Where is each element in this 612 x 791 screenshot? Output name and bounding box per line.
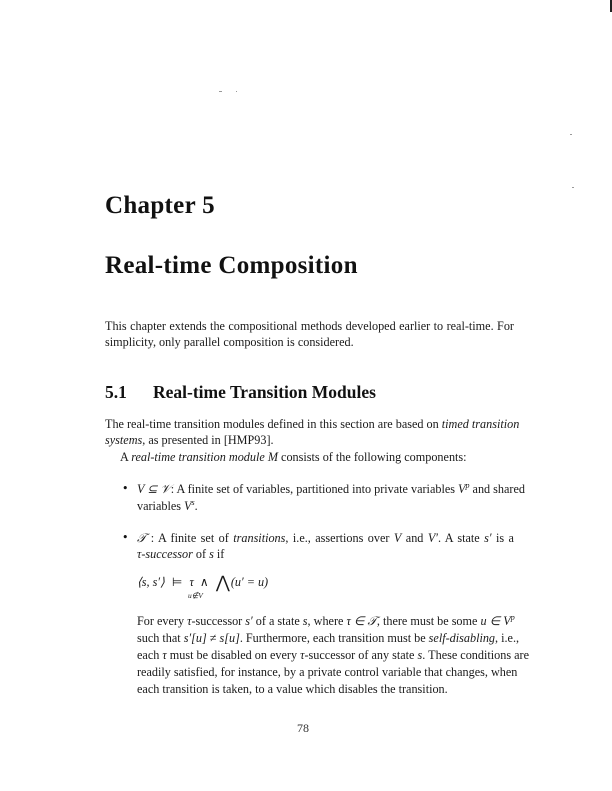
component-2-line-1 — [137, 530, 514, 546]
text: . A state — [437, 531, 485, 545]
math-symbol: s′ — [245, 614, 253, 628]
term-real-time-transition-module: real-time transition module M — [131, 450, 278, 464]
text: variables — [137, 499, 185, 513]
bullet-marker: • — [122, 482, 129, 495]
math-symbol: s′ — [484, 531, 492, 545]
display-formula — [137, 574, 268, 590]
section-para-line-2 — [105, 432, 274, 448]
page-number: 78 — [297, 721, 309, 735]
explanation-line-1 — [137, 613, 514, 629]
math-symbol: V — [393, 531, 402, 545]
math-symbol: 𝒯 — [137, 531, 147, 545]
text: such that — [137, 631, 184, 645]
text: of a state — [252, 614, 303, 628]
math-expression: u ∈ V — [480, 614, 511, 628]
text: The real-time transition modules defined in this section are based on — [105, 417, 442, 431]
section-title: Real-time Transition Modules — [153, 382, 376, 402]
math-symbol: V — [184, 499, 192, 513]
math-superscript: p — [510, 612, 515, 622]
text: : A finite set of — [146, 531, 234, 545]
text: -successor — [191, 614, 246, 628]
scan-speck — [219, 91, 222, 92]
text: , where — [307, 614, 347, 628]
math-superscript: p — [465, 480, 470, 490]
text: each — [137, 648, 163, 662]
intro-line-2: simplicity, only parallel composition is considered. — [105, 335, 354, 349]
text: , i.e., assertions over — [285, 531, 394, 545]
math-symbol: s — [209, 547, 214, 561]
term-tau-successor: τ-successor — [137, 547, 193, 561]
scan-speck — [236, 91, 237, 92]
text: , as presented in [HMP93]. — [142, 433, 274, 447]
math-symbol: V — [458, 482, 466, 496]
text: -successor of any state — [304, 648, 418, 662]
math-symbol: V′ — [427, 531, 438, 545]
scan-speck — [570, 134, 572, 135]
component-2-line-2 — [137, 546, 224, 562]
math-expression: s′[u] ≠ s[u] — [183, 631, 240, 645]
explanation-line-4: readily satisfied, for instance, by a private control variable that changes, when — [137, 665, 518, 679]
chapter-title: Real-time Composition — [105, 252, 358, 279]
math-symbol: s — [302, 614, 308, 628]
text: must be disabled on every — [166, 648, 301, 662]
math-symbol: s — [417, 648, 423, 662]
formula-lhs: ⟨s, s′⟩ — [137, 575, 165, 589]
explanation-line-3 — [137, 647, 530, 663]
explanation-line-2 — [137, 630, 520, 646]
math-symbol: τ — [300, 648, 305, 662]
math-symbol: τ — [162, 648, 167, 662]
formula-body: (u′ = u) — [230, 575, 269, 589]
component-1-line-2 — [137, 498, 198, 514]
explanation-line-5: each transition is taken, to a value which disables the transition. — [137, 682, 448, 696]
math-expression: τ ∈ 𝒯 — [346, 614, 377, 628]
bullet-marker: • — [122, 531, 129, 544]
text: is a — [491, 531, 514, 545]
and-symbol: ∧ — [199, 575, 209, 589]
big-wedge-symbol: ⋀ — [215, 573, 230, 592]
term-timed-transition: timed transition — [441, 417, 520, 431]
section-para-2 — [120, 449, 467, 465]
text: , i.e., — [495, 631, 520, 645]
section-para-line-1 — [105, 416, 520, 432]
math-symbol: V ⊆ 𝒱 — [137, 482, 171, 496]
math-superscript: s — [191, 497, 195, 507]
text: . These conditions are — [422, 648, 530, 662]
chapter-label: Chapter 5 — [105, 192, 215, 219]
text: For every — [137, 614, 188, 628]
text: of — [192, 547, 210, 561]
section-heading — [105, 381, 376, 403]
text: if — [213, 547, 225, 561]
formula-subscript: u∉V — [188, 591, 203, 600]
text: , there must be some — [376, 614, 481, 628]
math-symbol: τ — [187, 614, 192, 628]
term-systems: systems — [105, 433, 143, 447]
text: A — [120, 450, 132, 464]
formula-tau: τ — [189, 575, 194, 589]
term-transitions: transitions — [233, 531, 286, 545]
component-1-line-1 — [137, 480, 525, 497]
text: consists of the following components: — [278, 450, 467, 464]
text: and shared — [469, 482, 525, 496]
scan-speck — [572, 187, 574, 188]
text: : A finite set of variables, partitioned into private variables — [170, 482, 459, 496]
intro-line-1: This chapter extends the compositional methods developed earlier to real-time. For — [105, 319, 514, 333]
section-number: 5.1 — [105, 382, 127, 402]
text: . Furthermore, each transition must be — [239, 631, 429, 645]
models-symbol: ⊨ — [171, 575, 183, 589]
text: . — [194, 499, 198, 513]
term-self-disabling: self-disabling — [428, 631, 496, 645]
text: and — [401, 531, 428, 545]
